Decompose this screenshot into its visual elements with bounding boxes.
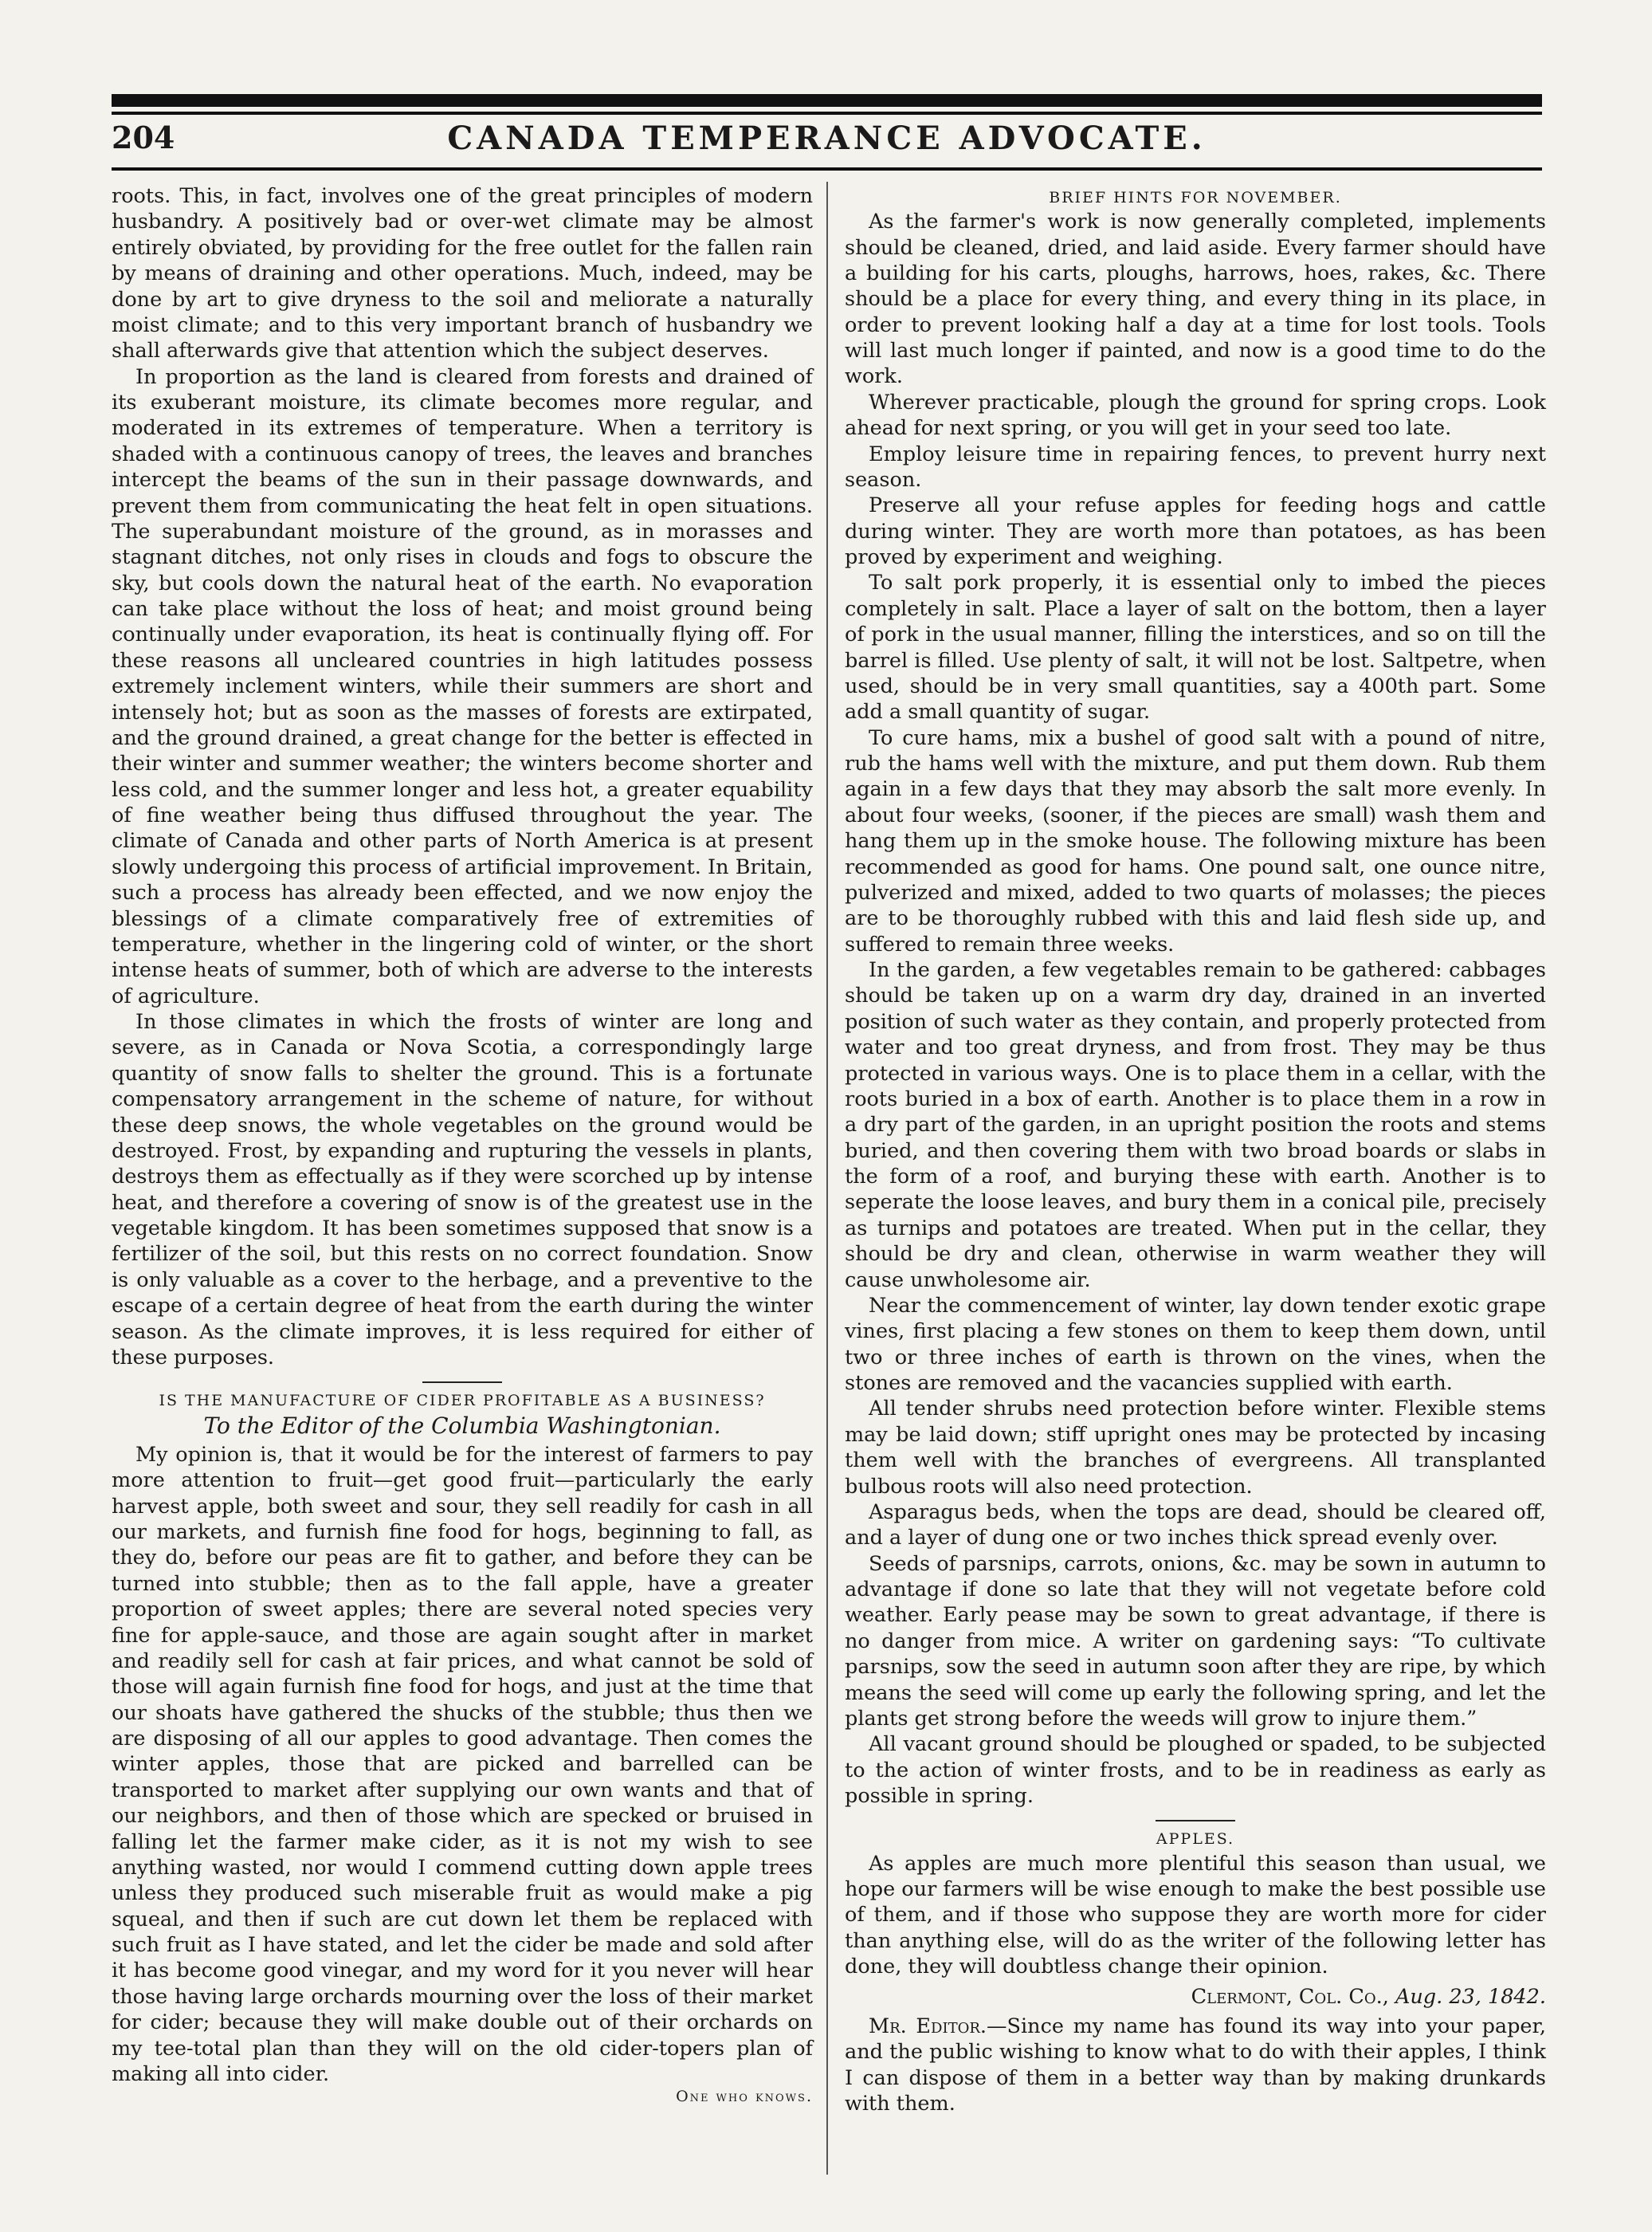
section-rule: [1156, 1820, 1235, 1821]
paragraph: As apples are much more plentiful this season than usual, we hope our farmers will be wise enough to make the best possible use of them, and if those who suppose they are worth more for cider than anything else, will do as the writer of the following letter has done, they will doubtless change their opinion.: [845, 1851, 1546, 1979]
paragraph: roots. This, in fact, involves one of the great principles of modern husbandry. A positively bad or over-wet climate may be almost entirely obviated, by providing for the free outlet for the fallen rain by means of draining and other operations. Much, indeed, may be done by art to give dryness to the soil and meliorate a naturally moist climate; and to this very important branch of husbandry we shall afterwards give that attention which the subject deserves.: [112, 184, 813, 363]
paragraph: Wherever practicable, plough the ground for spring crops. Look ahead for next spring, or you will get in your seed too late.: [845, 390, 1546, 441]
paragraph: In proportion as the land is cleared from forests and drained of its exuberant moisture, its climate becomes more regular, and moderated in its extremes of temperature. When a territory is shaded with a continuous canopy of trees, the leaves and branches intercept the beams of the sun in their passage downwards, and prevent them from communicating the heat felt in open situations. The superabundant moisture of the ground, as in morasses and stagnant ditches, not only rises in clouds and fogs to obscure the sky, but cools down the natural heat of the earth. No evaporation can take place without the loss of heat; and moist ground being continually under evaporation, its heat is continually flying off. For these reasons all uncleared countries in high latitudes possess extremely inclement winters, while their summers are short and intensely hot; but as soon as the masses of forests are extirpated, and the ground drained, a great change for the better is effected in their winter and summer weather; the winters become shorter and less cold, and the summer longer and less hot, a greater equability of fine weather being thus diffused throughout the year. The climate of Canada and other parts of North America is at present slowly undergoing this process of artificial improvement. In Britain, such a process has already been effected, and we now enjoy the blessings of a climate comparatively free of extremities of temperature, whether in the lingering cold of winter, or the short intense heats of summer, both of which are adverse to the interests of agriculture.: [112, 364, 813, 1008]
paragraph: To cure hams, mix a bushel of good salt with a pound of nitre, rub the hams well with the mixture, and put them down. Rub them again in a few days that they may absorb the salt more evenly. In about four weeks, (sooner, if the pieces are small) wash them and hang them up in the smoke house. The following mixture has been recommended as good for hams. One pound salt, one ounce nitre, pulverized and mixed, added to two quarts of molasses; the pieces are to be thoroughly rubbed with this and laid flesh side up, and suffered to remain three weeks.: [845, 725, 1546, 957]
column-divider: [826, 182, 828, 2175]
article-heading-cider: IS THE MANUFACTURE OF CIDER PROFITABLE AS A BUSINESS?: [159, 1392, 766, 1410]
page-number: 204: [112, 120, 175, 155]
dateline-date: Aug. 23, 1842.: [1395, 1985, 1546, 2010]
section-rule: [422, 1381, 502, 1383]
right-column: [845, 183, 1546, 2116]
header-rule: [112, 167, 1542, 171]
article-heading-november: BRIEF HINTS FOR NOVEMBER.: [1049, 189, 1342, 206]
top-rule-thin: [112, 112, 1542, 115]
paragraph: In the garden, a few vegetables remain to be gathered: cabbages should be taken up on a warm dry day, drained in an inverted position of such water as they contain, and properly protected from water and too great dryness, and from frost. They may be thus protected in various ways. One is to place them in a cellar, with the roots buried in a box of earth. Another is to place them in a row in a dry part of the garden, in an upright position the roots and stems buried, and then covering them with two broad boards or slabs in the form of a roof, and burying these with earth. Another is to seperate the loose leaves, and bury them in a conical pile, precisely as turnips and potatoes are treated. When put in the cellar, they should be dry and clean, otherwise in warm weather they will cause unwholesome air.: [845, 958, 1546, 1292]
paragraph: My opinion is, that it would be for the interest of farmers to pay more attention to fruit—get good fruit—particularly the early harvest apple, both sweet and sour, they sell readily for cash in all our markets, and furnish fine food for hogs, beginning to fall, as they do, before our peas are fit to gather, and before they can be turned into stubble; then as to the fall apple, have a greater proportion of sweet apples; there are several noted species very fine for apple-sauce, and those are again sought after in market and readily sell for cash at fair prices, and what cannot be sold of those will again furnish fine food for hogs, and just at the time that our shoats have gathered the shucks of the stubble; thus then we are disposing of all our apples to good advantage. Then comes the winter apples, those that are picked and barrelled can be transported to market after supplying our own wants and that of our neighbors, and then of those which are specked or bruised in falling let the farmer make cider, as it is not my wish to see anything wasted, nor would I commend cutting down apple trees unless they produced such miserable fruit as would make a pig squeal, and then if such are cut down let them be replaced with such fruit as I have stated, and let the cider be made and sold after it has become good vinegar, and my word for it you never will hear those having large orchards mourning over the loss of their market for cider; because they will make double out of their orchards on my tee-total plan than they will on the old cider-topers plan of making all into cider.: [112, 1442, 813, 2086]
paragraph: All vacant ground should be ploughed or spaded, to be subjected to the action of winter frosts, and to be in readiness as early as possible in spring.: [845, 1732, 1546, 1808]
letter-paragraph: [845, 2014, 1546, 2117]
article-heading-apples: APPLES.: [1156, 1830, 1235, 1849]
paragraph: Asparagus beds, when the tops are dead, should be cleared off, and a layer of dung one or two inches thick spread evenly over.: [845, 1499, 1546, 1550]
paragraph: In those climates in which the frosts of winter are long and severe, as in Canada or Nova Scotia, a correspondingly large quantity of snow falls to shelter the ground. This is a fortunate compensatory arrangement in the scheme of nature, for without these deep snows, the whole vegetables on the ground would be destroyed. Frost, by expanding and rupturing the vessels in plants, destroys them as effectually as if they were scorched up by intense heat, and therefore a covering of snow is of the greatest use in the vegetable kingdom. It has been sometimes supposed that snow is a fertilizer of the soil, but this rests on no correct foundation. Snow is only valuable as a cover to the herbage, and a preventive to the escape of a certain degree of heat from the earth during the winter season. As the climate improves, it is less required for either of these purposes.: [112, 1010, 813, 1369]
paragraph: Near the commencement of winter, lay down tender exotic grape vines, first placing a few stones on them to keep them down, until two or three inches of earth is thrown on the vines, when the stones are removed and the vacancies supplied with earth.: [845, 1293, 1546, 1395]
letter-body: —Since my name has found its way into your paper, and the public wishing to know what to do with their apples, I think I can dispose of them in a better way than by making drunkards with them.: [845, 2014, 1546, 2116]
paragraph: Preserve all your refuse apples for feeding hogs and cattle during winter. They are worth more than potatoes, as has been proved by experiment and weighing.: [845, 493, 1546, 569]
left-column: [112, 183, 813, 2106]
letter-dateline: [845, 1984, 1546, 2010]
paragraph: All tender shrubs need protection before winter. Flexible stems may be laid down; stiff upright ones may be protected by incasing them well with the branches of evergreens. All transplanted bulbous roots will also need protection.: [845, 1397, 1546, 1499]
paragraph: Seeds of parsnips, carrots, onions, &c. may be sown in autumn to advantage if done so late that they will not vegetate before cold weather. Early pease may be sown to great advantage, if there is no danger from mice. A writer on gardening says: “To cultivate parsnips, sow the seed in autumn soon after they are ripe, by which means the seed will come up early the following spring, and let the plants get strong before the weeds will grow to injure them.”: [845, 1551, 1546, 1731]
dateline-place: Clermont, Col. Co.,: [1191, 1985, 1389, 2010]
paragraph: Employ leisure time in repairing fences, to prevent hurry next season.: [845, 442, 1546, 492]
page-header: [112, 120, 1542, 167]
article-subheading-cider: To the Editor of the Columbia Washingtonian.: [203, 1413, 721, 1440]
masthead-title: CANADA TEMPERANCE ADVOCATE.: [447, 120, 1207, 157]
letter-salutation: Mr. Editor.: [869, 2014, 987, 2038]
article-signature: One who knows.: [676, 2088, 813, 2106]
paragraph: As the farmer's work is now generally completed, implements should be cleaned, dried, and laid aside. Every farmer should have a building for his carts, ploughs, harrows, hoes, rakes, &c. There should be a place for every thing, and every thing in its place, in order to prevent looking half a day at a time for lost tools. Tools will last much longer if painted, and now is a good time to do the work.: [845, 210, 1546, 389]
paragraph: To salt pork properly, it is essential only to imbed the pieces completely in salt. Place a layer of salt on the bottom, then a layer of pork in the usual manner, filling the interstices, and so on till the barrel is filled. Use plenty of salt, it will not be lost. Saltpetre, when used, should be in very small quantities, say a 400th part. Some add a small quantity of sugar.: [845, 571, 1546, 725]
top-rule-thick: [112, 94, 1542, 107]
